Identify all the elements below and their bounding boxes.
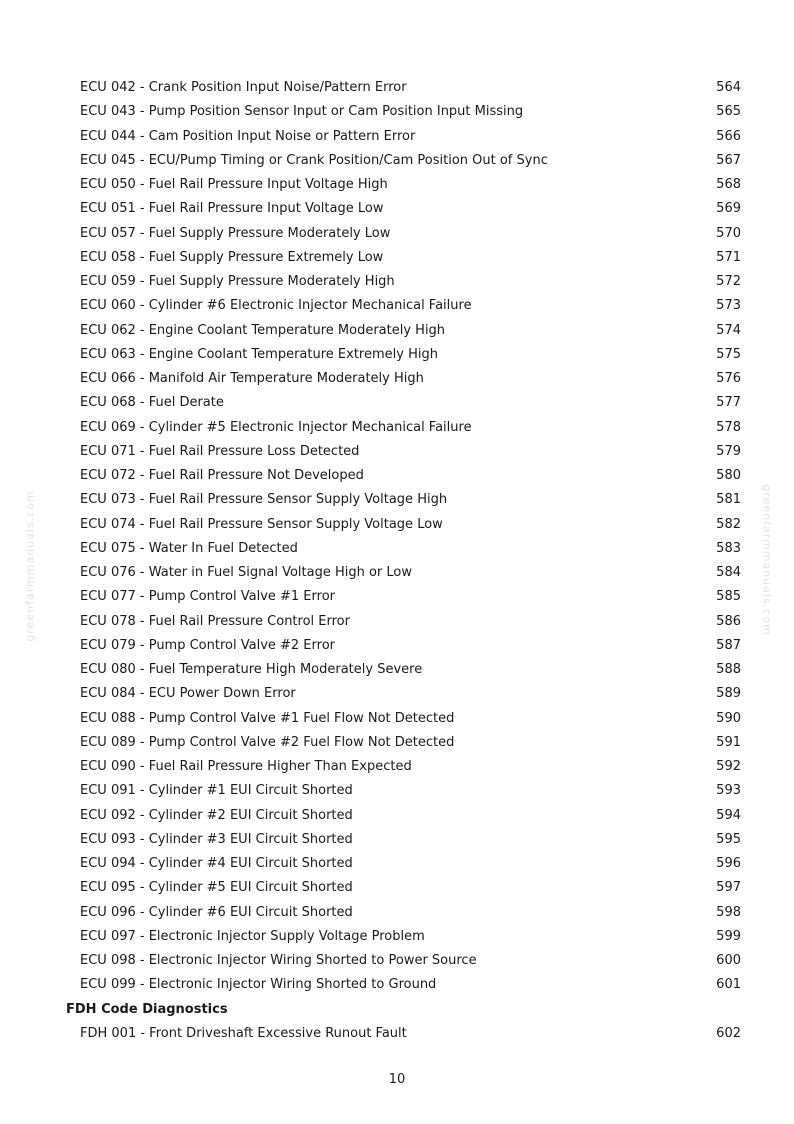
toc-entry[interactable]: [0, 901, 794, 925]
toc-entry[interactable]: [0, 634, 794, 658]
toc-entry[interactable]: [0, 197, 794, 221]
toc-entry-title: ECU 043 - Pump Position Sensor Input or Cam Position Input Missing: [80, 104, 524, 120]
toc-entry[interactable]: [0, 973, 794, 997]
toc-entry-page: 580: [716, 468, 741, 483]
toc-entry-page: 576: [716, 371, 741, 386]
section-heading-fdh: [0, 998, 794, 1022]
toc-entry[interactable]: [0, 464, 794, 488]
fdh-entry-list: [0, 1022, 794, 1046]
toc-entry-title: ECU 073 - Fuel Rail Pressure Sensor Supply Voltage High: [80, 492, 448, 508]
table-of-contents: [0, 76, 794, 1046]
toc-entry-page: 600: [716, 953, 741, 968]
toc-entry-page: 593: [716, 783, 741, 799]
toc-entry-page: 570: [716, 225, 741, 241]
toc-entry-title: ECU 092 - Cylinder #2 EUI Circuit Shorted: [80, 807, 353, 823]
toc-entry-title: ECU 051 - Fuel Rail Pressure Input Voltage Low: [80, 201, 384, 217]
toc-entry-title: ECU 044 - Cam Position Input Noise or Pattern Error: [80, 128, 416, 144]
toc-entry[interactable]: [0, 876, 794, 900]
toc-entry[interactable]: [0, 707, 794, 731]
toc-entry-page: 601: [716, 977, 741, 993]
toc-entry-page: 575: [716, 346, 741, 362]
toc-entry[interactable]: [0, 367, 794, 391]
toc-entry-title: ECU 097 - Electronic Injector Supply Voltage Problem: [80, 928, 425, 944]
toc-entry-title: ECU 099 - Electronic Injector Wiring Shorted to Ground: [80, 977, 437, 993]
toc-entry-title: ECU 066 - Manifold Air Temperature Moderately High: [80, 371, 424, 386]
toc-entry-title: ECU 088 - Pump Control Valve #1 Fuel Flow Not Detected: [80, 710, 455, 726]
toc-entry[interactable]: [0, 246, 794, 270]
toc-entry-page: 578: [716, 419, 741, 435]
toc-entry-title: ECU 063 - Engine Coolant Temperature Extremely High: [80, 346, 438, 362]
toc-entry[interactable]: [0, 294, 794, 318]
toc-entry-page: 597: [716, 880, 741, 896]
toc-entry-title: ECU 068 - Fuel Derate: [80, 395, 224, 411]
toc-entry[interactable]: [0, 561, 794, 585]
toc-entry-page: 577: [716, 395, 741, 411]
toc-entry-title: ECU 045 - ECU/Pump Timing or Crank Position/Cam Position Out of Sync: [80, 152, 548, 168]
toc-entry[interactable]: [0, 1022, 794, 1046]
ecu-entry-list: [0, 76, 794, 998]
toc-entry-page: 582: [716, 516, 741, 532]
toc-entry[interactable]: [0, 513, 794, 537]
toc-entry-page: 585: [716, 589, 741, 605]
toc-entry-page: 598: [716, 904, 741, 920]
toc-entry-page: 594: [716, 807, 741, 823]
toc-entry-page: 572: [716, 274, 741, 289]
toc-entry-page: 564: [716, 80, 741, 95]
toc-entry-page: 587: [716, 637, 741, 653]
toc-entry-title: ECU 069 - Cylinder #5 Electronic Injector Mechanical Failure: [80, 419, 472, 435]
toc-entry-title: ECU 077 - Pump Control Valve #1 Error: [80, 589, 335, 605]
toc-entry-title: ECU 094 - Cylinder #4 EUI Circuit Shorted: [80, 856, 353, 871]
toc-entry-title: ECU 060 - Cylinder #6 Electronic Injector Mechanical Failure: [80, 298, 472, 314]
toc-entry-page: 574: [716, 322, 741, 338]
toc-entry-title: ECU 078 - Fuel Rail Pressure Control Error: [80, 613, 350, 629]
toc-entry[interactable]: [0, 100, 794, 124]
toc-entry-title: ECU 096 - Cylinder #6 EUI Circuit Shorted: [80, 904, 353, 920]
toc-entry-page: 596: [716, 856, 741, 871]
toc-entry[interactable]: [0, 537, 794, 561]
toc-entry[interactable]: [0, 610, 794, 634]
toc-entry-page: 595: [716, 831, 741, 847]
toc-entry-page: 566: [716, 128, 741, 144]
toc-entry-title: ECU 093 - Cylinder #3 EUI Circuit Shorted: [80, 831, 353, 847]
watermark-right: greenfarmmanuals.com: [760, 484, 774, 636]
toc-entry-title: ECU 076 - Water in Fuel Signal Voltage High or Low: [80, 565, 413, 580]
page-number: 10: [388, 1072, 406, 1087]
toc-entry-title: ECU 080 - Fuel Temperature High Moderately Severe: [80, 662, 423, 677]
toc-entry[interactable]: [0, 343, 794, 367]
toc-entry-page: 584: [716, 565, 741, 580]
toc-entry[interactable]: [0, 222, 794, 246]
toc-entry-title: ECU 071 - Fuel Rail Pressure Loss Detected: [80, 443, 360, 459]
toc-entry[interactable]: [0, 149, 794, 173]
toc-entry[interactable]: [0, 488, 794, 512]
toc-entry-title: ECU 058 - Fuel Supply Pressure Extremely Low: [80, 249, 384, 265]
toc-entry[interactable]: [0, 828, 794, 852]
toc-entry-page: 588: [716, 662, 741, 677]
toc-entry-page: 602: [716, 1025, 741, 1041]
toc-entry-title: ECU 090 - Fuel Rail Pressure Higher Than Expected: [80, 759, 412, 774]
toc-entry-title: ECU 075 - Water In Fuel Detected: [80, 540, 298, 556]
toc-entry-page: 591: [716, 734, 741, 750]
toc-entry-title: ECU 084 - ECU Power Down Error: [80, 686, 296, 702]
toc-entry-title: ECU 062 - Engine Coolant Temperature Moderately High: [80, 322, 446, 338]
toc-entry[interactable]: [0, 949, 794, 973]
toc-entry[interactable]: [0, 270, 794, 294]
toc-entry[interactable]: [0, 319, 794, 343]
toc-entry[interactable]: [0, 682, 794, 706]
toc-entry[interactable]: [0, 755, 794, 779]
toc-entry-page: 569: [716, 201, 741, 217]
toc-entry-page: 567: [716, 152, 741, 168]
toc-entry[interactable]: [0, 852, 794, 876]
toc-entry-page: 586: [716, 613, 741, 629]
toc-entry-title: ECU 050 - Fuel Rail Pressure Input Voltage High: [80, 177, 388, 192]
toc-entry-title: ECU 089 - Pump Control Valve #2 Fuel Flow Not Detected: [80, 734, 455, 750]
toc-entry-page: 565: [716, 104, 741, 120]
toc-entry-page: 583: [716, 540, 741, 556]
section-heading-label: FDH Code Diagnostics: [66, 1001, 228, 1017]
toc-entry-page: 590: [716, 710, 741, 726]
toc-entry-title: FDH 001 - Front Driveshaft Excessive Runout Fault: [80, 1025, 407, 1041]
toc-entry[interactable]: [0, 658, 794, 682]
toc-entry-title: ECU 091 - Cylinder #1 EUI Circuit Shorted: [80, 783, 353, 799]
toc-entry-page: 589: [716, 686, 741, 702]
toc-entry[interactable]: [0, 76, 794, 100]
toc-entry[interactable]: [0, 585, 794, 609]
toc-entry-page: 579: [716, 443, 741, 459]
toc-entry[interactable]: [0, 440, 794, 464]
toc-entry-title: ECU 095 - Cylinder #5 EUI Circuit Shorted: [80, 880, 353, 896]
toc-entry[interactable]: [0, 173, 794, 197]
toc-entry-title: ECU 074 - Fuel Rail Pressure Sensor Supply Voltage Low: [80, 516, 443, 532]
toc-entry-title: ECU 072 - Fuel Rail Pressure Not Developed: [80, 468, 364, 483]
toc-entry-page: 568: [716, 177, 741, 192]
toc-entry-title: ECU 079 - Pump Control Valve #2 Error: [80, 637, 335, 653]
toc-entry[interactable]: [0, 416, 794, 440]
toc-entry[interactable]: [0, 779, 794, 803]
toc-entry[interactable]: [0, 125, 794, 149]
toc-entry-title: ECU 098 - Electronic Injector Wiring Shorted to Power Source: [80, 953, 477, 968]
toc-entry[interactable]: [0, 925, 794, 949]
toc-entry-page: 573: [716, 298, 741, 314]
toc-entry-page: 599: [716, 928, 741, 944]
toc-entry-page: 581: [716, 492, 741, 508]
toc-entry[interactable]: [0, 391, 794, 415]
toc-entry-title: ECU 042 - Crank Position Input Noise/Pattern Error: [80, 80, 407, 95]
toc-entry-page: 571: [716, 249, 741, 265]
watermark-left: greenfarmmanuals.com: [23, 490, 37, 642]
toc-entry-page: 592: [716, 759, 741, 774]
toc-entry-title: ECU 057 - Fuel Supply Pressure Moderately Low: [80, 225, 391, 241]
toc-entry[interactable]: [0, 804, 794, 828]
toc-entry[interactable]: [0, 731, 794, 755]
toc-entry-title: ECU 059 - Fuel Supply Pressure Moderately High: [80, 274, 395, 289]
